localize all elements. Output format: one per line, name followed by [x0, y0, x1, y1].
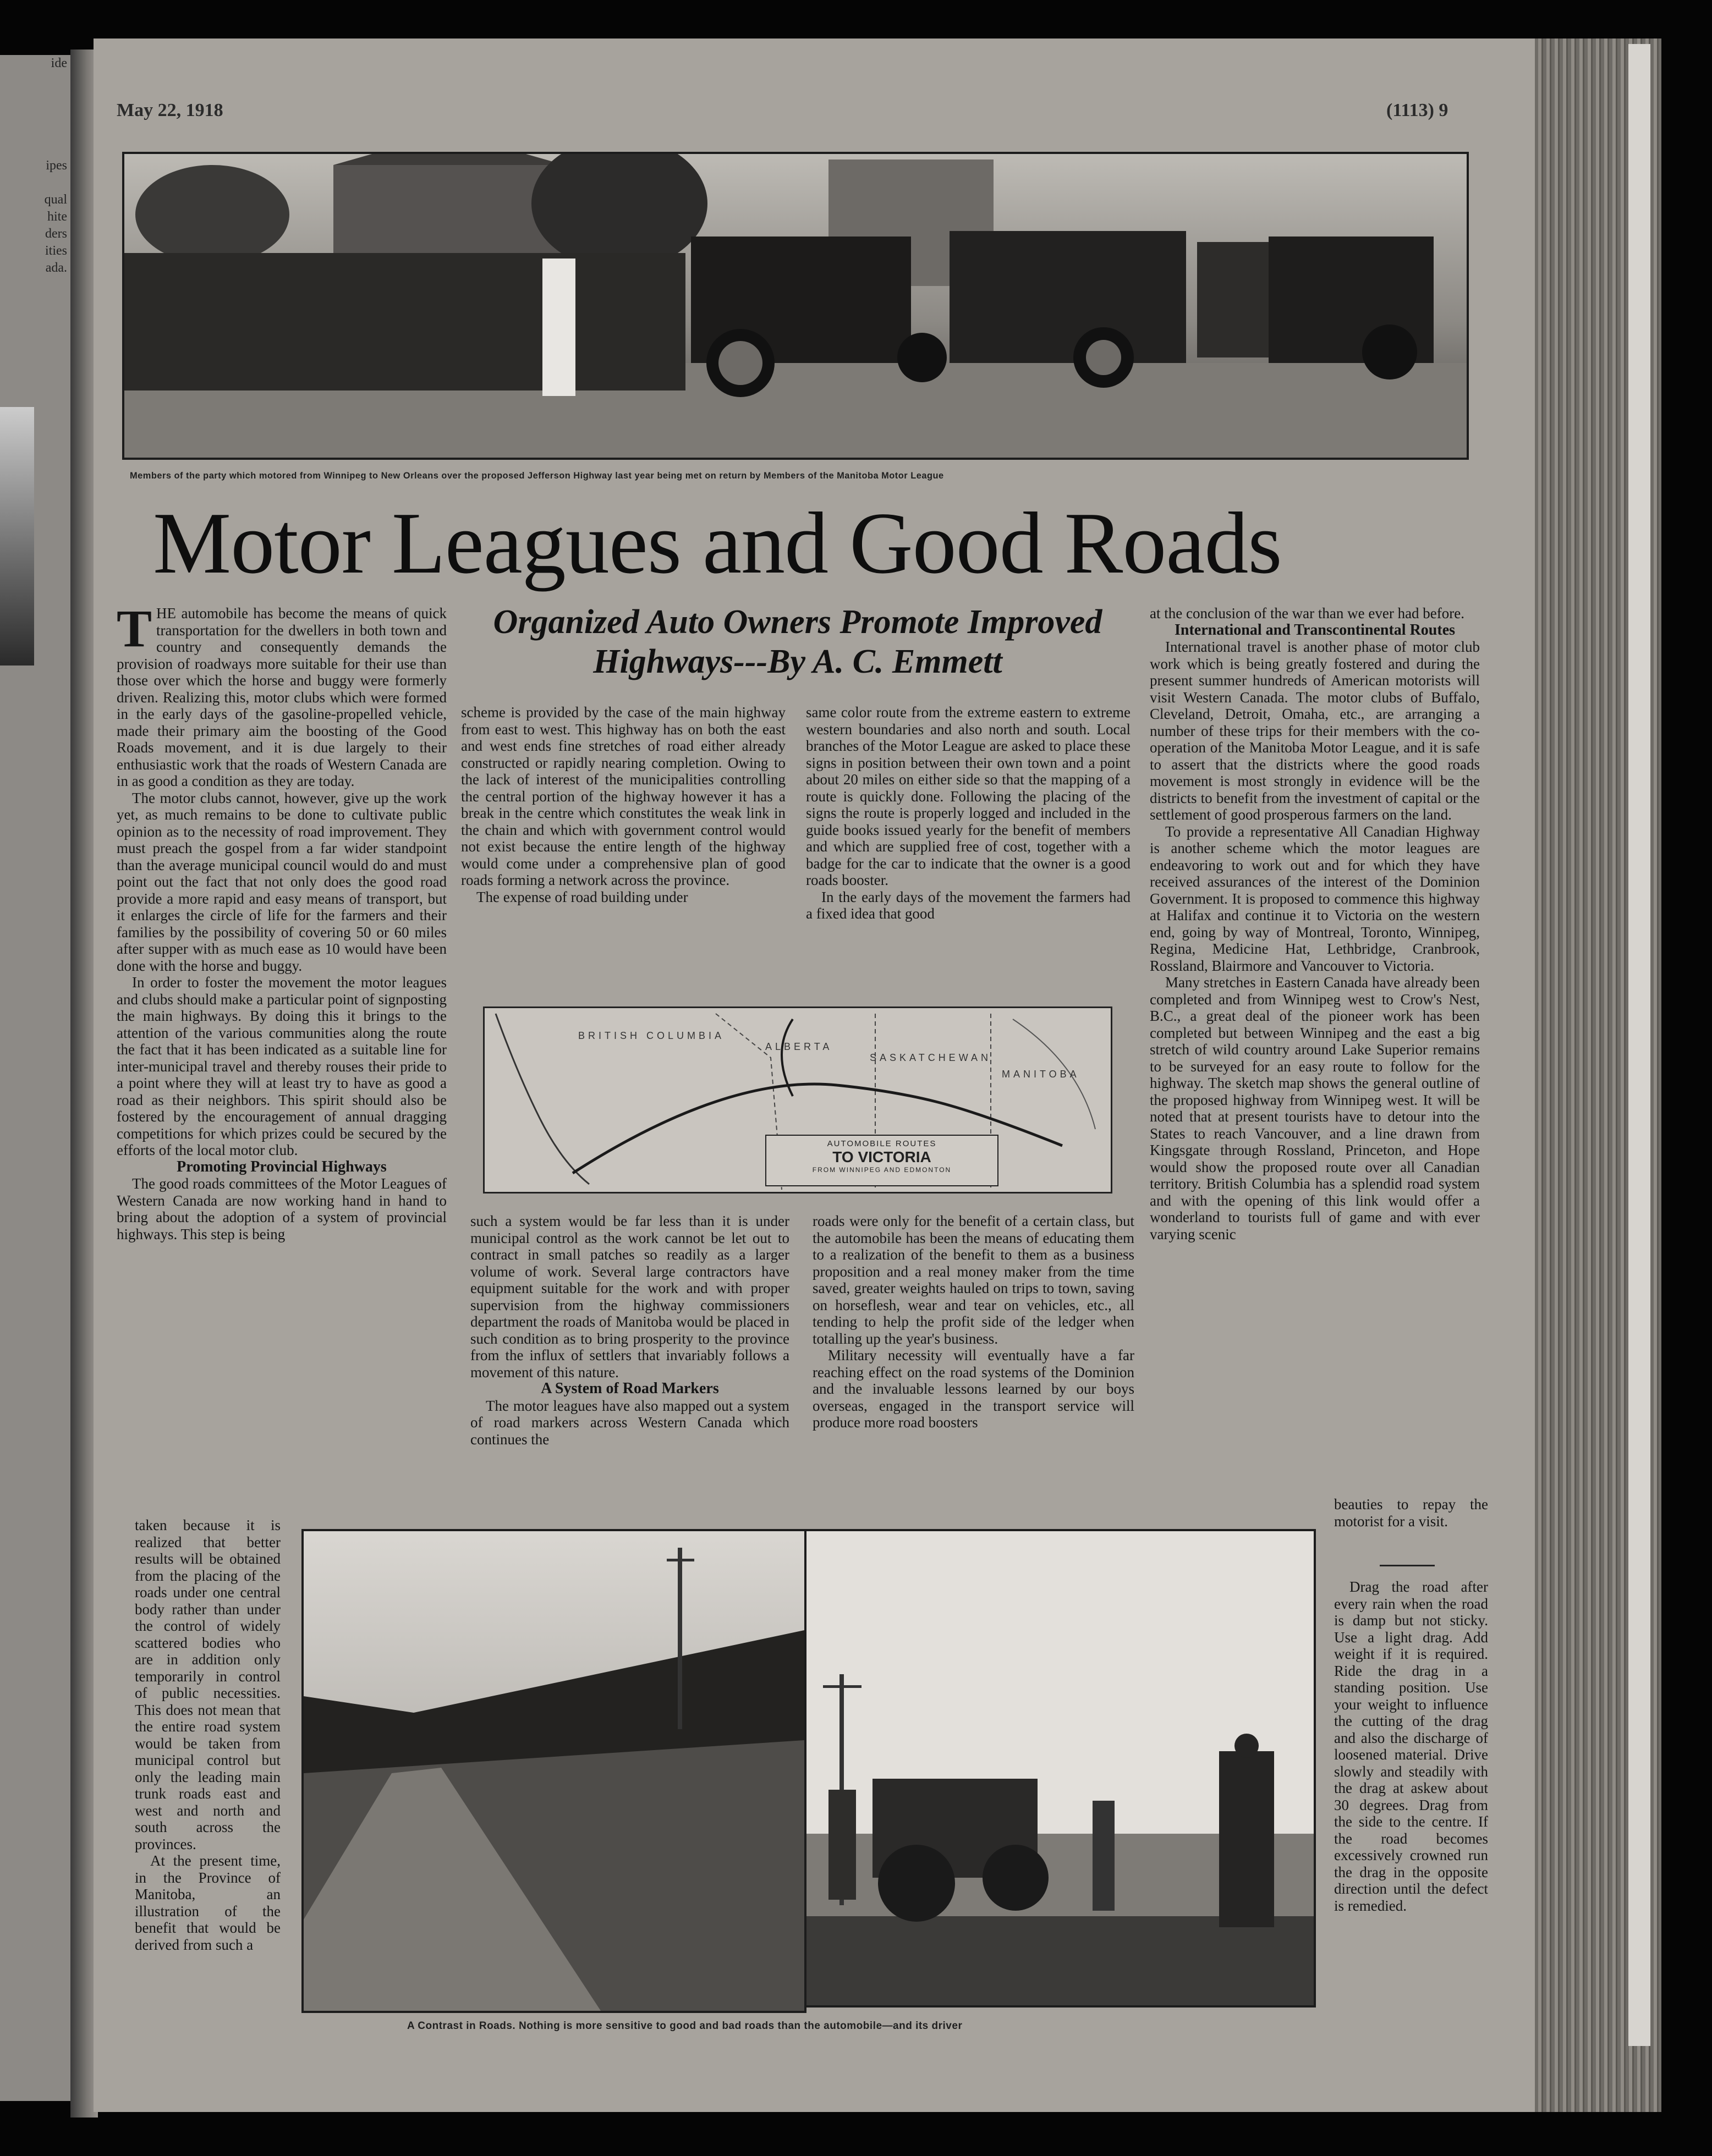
top-photo-caption: Members of the party which motored from Winnipeg to New Orleans over the proposed Jefferson Highway last year being met on return by Members of the Manitoba Motor League	[130, 471, 944, 481]
page-number: (1113) 9	[1386, 100, 1448, 120]
col4-para-3-end: beauties to repay the motorist for a visit.	[1334, 1496, 1488, 1530]
col3-para-1: same color route from the extreme eastern to extreme western boundaries and also north and south. Local branches of the Motor League are asked to place these signs in position between their own town and a point about 20 miles on either side so that the mapping of a route is quickly done. Following the placing of the signs the route is properly logged and included in the guide books issued yearly for the benefit of members and which are supplied free of cost, together with a badge for the car to indicate that the owner is a good roads booster.	[806, 704, 1131, 888]
issue-date: May 22, 1918	[117, 100, 223, 120]
column-divider-rule	[1380, 1565, 1435, 1566]
column-3-upper	[806, 704, 1131, 1001]
col1-para-1: THE automobile has become the means of quick transportation for the dwellers in both town and country and consequently demands the provision of roadways more suitable for their use than those over which the horse and buggy were formerly driven. Realizing this, motor clubs which were formed in the early days of the gasoline-propelled vehicle, made their primary aim the boosting of the Good Roads movement, and it is due largely to their enthusiastic work that the roads of Western Canada are in as good a condition as they are today.	[117, 605, 447, 789]
column-1-narrow	[135, 1517, 281, 2039]
column-4-end	[1334, 1496, 1488, 1562]
col1-para-2: The motor clubs cannot, however, give up the work yet, as much remains to be done to cultivate public opinion as to the necessity of road improvement. They must preach the gospel from a far wider standpoint than the average municipal council would do and must point out the fact that not only does the good road provide a more rapid and easy means of transport, but it enlarges the circle of life for the farmers and their families by the possibility of covering 50 or 60 miles after supper with as much ease as 10 would have been done with the horse and buggy.	[117, 789, 447, 974]
col3b-para-1: roads were only for the benefit of a certain class, but the automobile has been the means of educating them to a realization of the benefit to them as a business proposition and a real money maker from the time saved, greater weights hauled on trips to town, saving on horseflesh, wear and tear on vehicles, etc., all tending to help the profit side of the ledger when totalling up the year's business.	[813, 1213, 1134, 1347]
col2-para-2: The expense of road building under	[476, 888, 688, 905]
column-3-lower	[813, 1213, 1134, 1499]
subtitle-line-2: Highways---By A. C. Emmett	[593, 643, 1002, 680]
column-4	[1150, 605, 1480, 1496]
page-edge-highlight	[1628, 44, 1650, 2046]
col3b-para-2: Military necessity will eventually have a far reaching effect on the road systems of the Dominion and the invaluable lessons learned by our boys overseas, engaged in the transport service will produce more road boosters	[813, 1347, 1134, 1431]
col4b-para: Drag the road after every rain when the road is damp but not sticky. Use a light drag. Add weight if it is required. Ride the drag in a standing position. Use your weight to influence the cutting of the drag and also the discharge of loosened material. Drive slowly and steadily with the drag at askew about 30 degrees. Drag from the side to the centre. If the road becomes excessively crowned run the drag in the opposite direction until the defect is remedied.	[1334, 1579, 1488, 1914]
left-page-photo-fragment	[0, 407, 34, 666]
good-road-photo	[804, 1529, 1316, 2008]
map-label-alberta: ALBERTA	[765, 1041, 833, 1052]
map-label-saskatchewan: SASKATCHEWAN	[870, 1052, 992, 1063]
column-4-drag-tip	[1334, 1579, 1488, 2035]
col2b-para-1: such a system would be far less than it is under municipal control as the work cannot be let out to contract in small patches so readily as a larger volume of work. Several large contractors have equipment suitable for the work and with proper supervision from the highway commissioners department the roads of Manitoba would be placed in such condition as to bring prosperity to the province from the influx of settlers that invariably follows a movement of this nature.	[470, 1213, 789, 1380]
top-photo-motor-party	[122, 152, 1469, 460]
col1c-para: At the present time, in the Province of Manitoba, an illustration of the benefit that would be derived from such a	[135, 1852, 281, 1953]
column-2-lower	[470, 1213, 789, 1499]
dropcap: T	[117, 605, 152, 658]
col2-para-1: scheme is provided by the case of the main highway from east to west. This highway has on both the east and west ends fine stretches of road either already constructed or rapidly nearing completion. Owing to the lack of interest of the municipalities controlling the central portion of the highway however it has a break in the centre which constitutes the weak link in the chain and which with government control would not exist because the entire length of the highway would come under a comprehensive plan of good roads forming a network across the province.	[461, 704, 786, 888]
col1-para-4: The good roads committees of the Motor Leagues of Western Canada are now working hand in hand to bring about the adoption of a system of provincial highways. This step is being	[117, 1175, 447, 1242]
column-2-upper	[461, 704, 786, 1001]
bad-road-illustration	[304, 1531, 804, 2011]
col4-subhead-international: International and Transcontinental Routes	[1174, 621, 1456, 639]
col1-para-3: In order to foster the movement the motor leagues and clubs should make a particular point of signposting the main highways. By doing this it brings to the attention of the various communities along the route the fact that it has been indicated as a suitable line for inter-municipal travel and thereby rouses their pride to a point where they will at least try to have as good a road as their neighbors. This spirit should also be fostered by the encouragement of annual dragging competitions for which prizes could be secured by the efforts of the local motor club.	[117, 974, 447, 1158]
map-label-british-columbia: BRITISH COLUMBIA	[578, 1030, 725, 1041]
map-legend-box: AUTOMOBILE ROUTES TO VICTORIA FROM WINNIPEG AND EDMONTON	[765, 1135, 998, 1186]
left-page-sliver	[0, 55, 70, 2101]
col4-para-2: To provide a representative All Canadian Highway is another scheme which the motor leagues are endeavoring to work out and for which they have received assurances of the interest of the Dominion Government. It is proposed to commence this highway at Halifax and continue it to Victoria on the western end, going by way of Montreal, Toronto, Winnipeg, Regina, Medicine Hat, Lethbridge, Cranbrook, Rossland, Blairmore and Vancouver to Victoria.	[1150, 823, 1480, 974]
col1-subhead-provincial-highways: Promoting Provincial Highways	[177, 1158, 387, 1175]
col4-para-3: Many stretches in Eastern Canada have already been completed and from Winnipeg west to Crow's Nest, B.C., a great deal of the pioneer work has been completed but between Winnipeg and the east a big stretch of wild country around Lake Superior remains to be surveyed for an easy route to follow for the highway. The sketch map shows the general outline of the proposed highway from Winnipeg west. It will be noted that at present tourists have to detour into the States to reach Vancouver, and a line drawn from Kingsgate through Rossland, Princeton, and Hope would show the proposed route over all Canadian territory. British Columbia has a splendid road system and with the opening of this link would offer a wonderland to tourists full of game and with ever varying scenic	[1150, 974, 1480, 1242]
map-label-manitoba: MANITOBA	[1002, 1069, 1080, 1080]
col1b-para: taken because it is realized that better results will be obtained from the placing of the roads under one central body rather than under the control of widely scattered bodies who are in addition only temporarily in control of public necessities. This does not mean that the entire road system would be taken from municipal control but only the leading main trunk roads east and west and north and south across the provinces.	[135, 1517, 281, 1852]
good-road-illustration	[806, 1531, 1314, 2005]
article-subtitle	[457, 602, 1139, 681]
col2b-para-2: The motor leagues have also mapped out a system of road markers across Western Canada which continues the	[470, 1397, 789, 1448]
top-photo-illustration	[124, 154, 1467, 458]
col2b-subhead-road-markers: A System of Road Markers	[541, 1380, 719, 1397]
route-map	[483, 1007, 1112, 1194]
col3-para-2: In the early days of the movement the farmers had a fixed idea that good	[806, 888, 1131, 922]
bad-road-photo	[301, 1529, 806, 2013]
col4-para-0: at the conclusion of the war than we ever had before.	[1150, 605, 1465, 622]
subtitle-line-1: Organized Auto Owners Promote Improved	[493, 603, 1102, 641]
article-title: Motor Leagues and Good Roads	[153, 494, 1282, 592]
col4-para-1: International travel is another phase of motor club work which is being greatly fostered and during the present summer hundreds of American motorists will visit Western Canada. The motor clubs of Buffalo, Cleveland, Detroit, Omaha, etc., are arranging a number of these trips for their members with the co-operation of the Manitoba Motor League, and it is safe to assert that the districts where the good roads movement is most strongly in evidence will be the districts to benefit from the investment of capital or the settlement of good prosperous farmers on the land.	[1150, 639, 1480, 823]
bottom-photo-caption: A Contrast in Roads. Nothing is more sensitive to good and bad roads than the automobile—and its driver	[407, 2020, 963, 2032]
left-page-text-fragments: ide ipes qual hite ders ities ada.	[44, 56, 67, 275]
column-1	[117, 605, 447, 1507]
